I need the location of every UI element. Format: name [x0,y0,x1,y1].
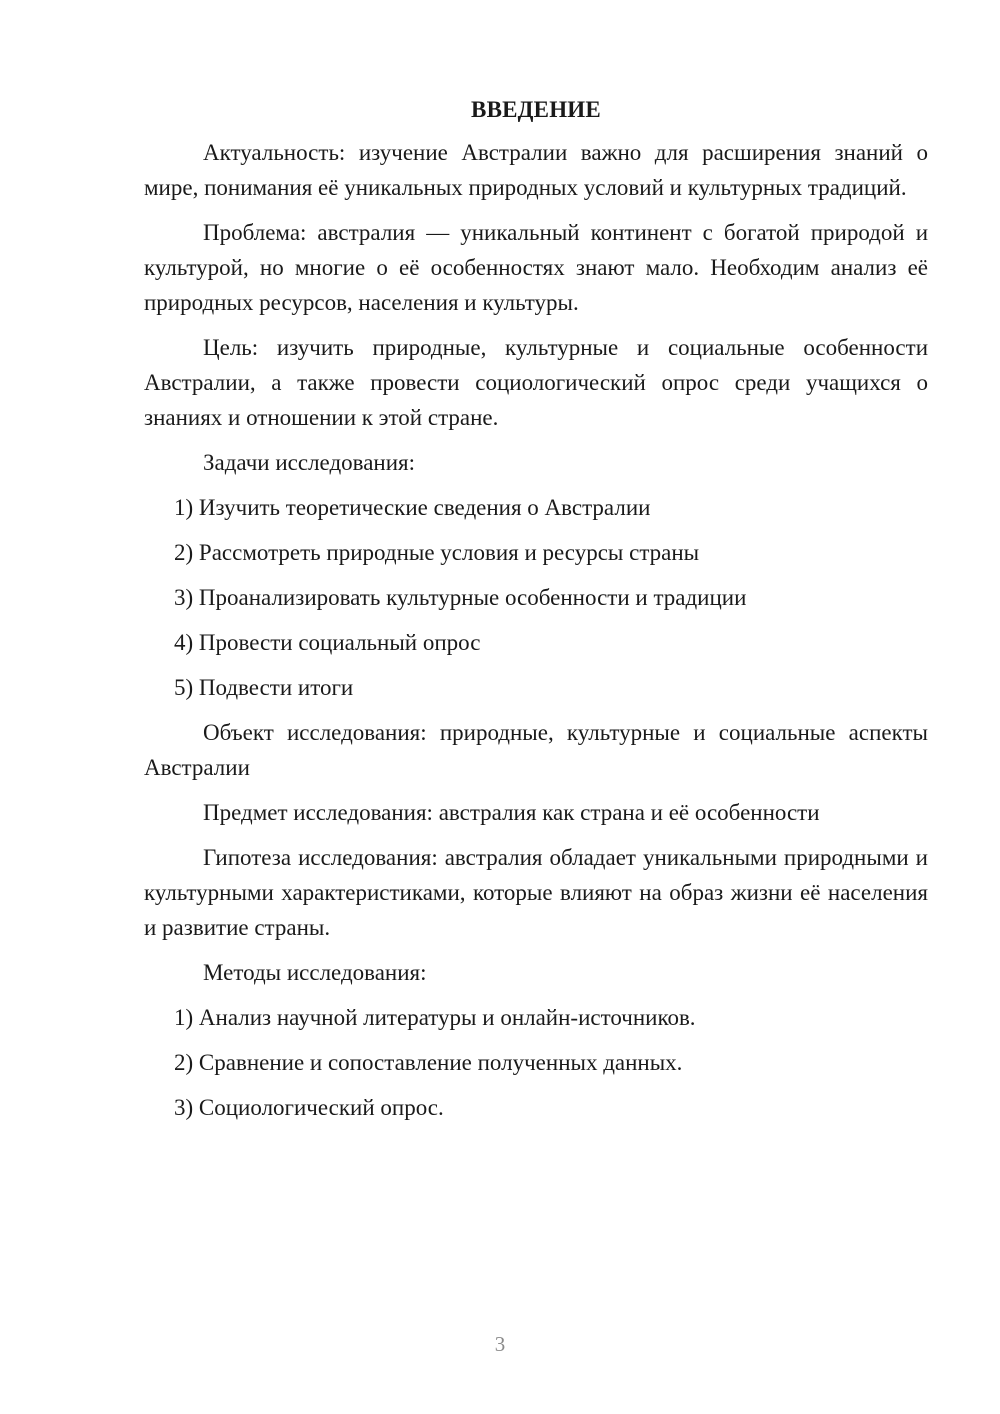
list-item: 1) Анализ научной литературы и онлайн-источников. [174,1005,696,1030]
list-item: 2) Рассмотреть природные условия и ресурсы страны [174,540,700,565]
problem-paragraph: Проблема: австралия — уникальный континент с богатой природой и культурой, но многие о её особенностях знают мало. Необходим анализ её природных ресурсов, населения и культуры. [144,220,928,315]
methods-title: Методы исследования: [203,960,427,985]
document-page [144,92,928,1135]
object-paragraph: Объект исследования: природные, культурные и социальные аспекты Австралии [144,720,928,780]
list-item: 4) Провести социальный опрос [174,630,481,655]
tasks-list [144,490,928,705]
relevance-paragraph: Актуальность: изучение Австралии важно для расширения знаний о мире, понимания её уникальных природных условий и культурных традиций. [144,140,928,200]
page-title: ВВЕДЕНИЕ [471,97,601,122]
hypothesis-paragraph: Гипотеза исследования: австралия обладает уникальными природными и культурными характеристиками, которые влияют на образ жизни её населения и развитие страны. [144,845,928,940]
list-item: 1) Изучить теоретические сведения о Австралии [174,495,651,520]
subject-paragraph: Предмет исследования: австралия как страна и её особенности [203,800,820,825]
tasks-title: Задачи исследования: [203,450,416,475]
list-item: 3) Проанализировать культурные особенности и традиции [174,585,747,610]
list-item: 5) Подвести итоги [174,675,354,700]
goal-paragraph: Цель: изучить природные, культурные и социальные особенности Австралии, а также провести социологический опрос среди учащихся о знаниях и отношении к этой стране. [144,335,928,430]
list-item: 3) Социологический опрос. [174,1095,444,1120]
list-item: 2) Сравнение и сопоставление полученных данных. [174,1050,683,1075]
methods-list [144,1000,928,1125]
page-number: 3 [494,1332,506,1356]
